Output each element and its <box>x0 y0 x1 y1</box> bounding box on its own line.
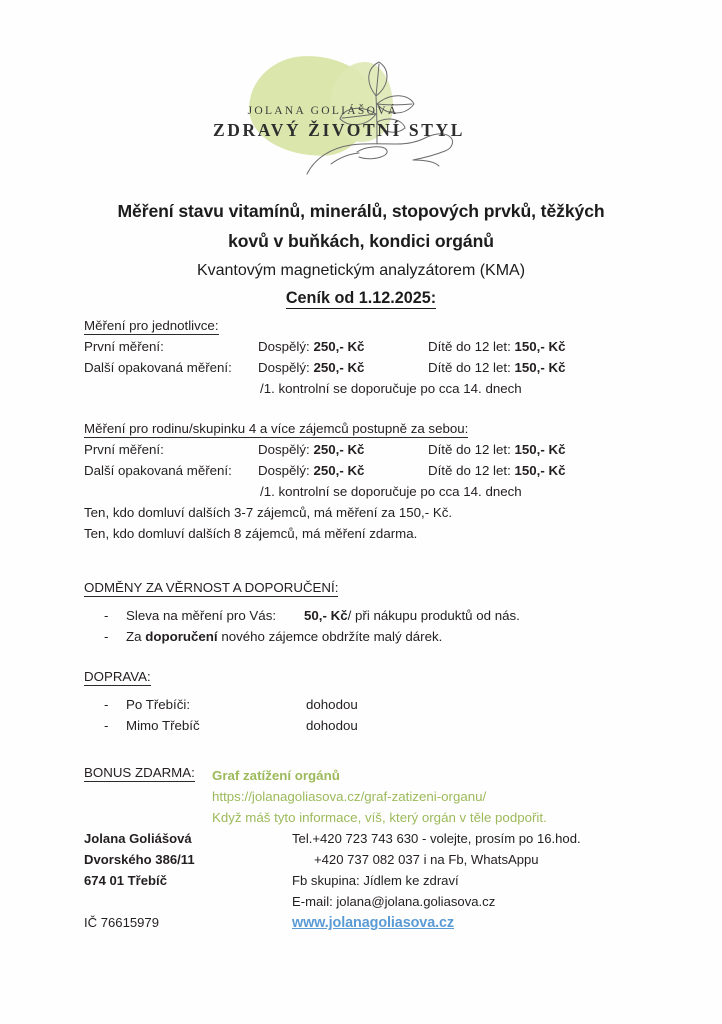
price-note: /1. kontrolní se doporučuje po cca 14. dnech <box>260 484 522 499</box>
bullet-dash-icon: - <box>104 718 109 733</box>
section-heading-individual: Měření pro jednotlivce: <box>84 318 219 333</box>
logo-name-text: JOLANA GOLIÁŠOVÁ <box>247 105 399 117</box>
reward-label: Za doporučení nového zájemce obdržíte malý dárek. <box>126 629 443 644</box>
price-adult: Dospělý: 250,- Kč <box>258 442 365 457</box>
bullet-dash-icon: - <box>104 629 109 644</box>
price-row <box>84 357 644 378</box>
page-subtitle: Kvantovým magnetickým analyzátorem (KMA) <box>196 262 526 279</box>
page-title-line1: Měření stavu vitamínů, minerálů, stopových prvků, těžkých <box>117 201 605 221</box>
contact-email: E-mail: jolana@jolana.goliasova.cz <box>292 894 496 909</box>
bonus-label: BONUS ZDARMA: <box>84 765 195 780</box>
contact-name: Jolana Goliášová <box>84 831 192 846</box>
list-item <box>84 605 644 626</box>
price-note-row <box>84 378 644 399</box>
contact-street: Dvorského 386/11 <box>84 852 195 867</box>
price-adult: Dospělý: 250,- Kč <box>258 463 365 478</box>
reward-label: Sleva na měření pro Vás: <box>126 608 277 623</box>
logo-tagline-text: ZDRAVÝ ŽIVOTNÍ STYL <box>213 120 465 140</box>
bonus-link-url[interactable]: https://jolanagoliasova.cz/graf-zatizeni-organu/ <box>212 789 487 804</box>
price-note: /1. kontrolní se doporučuje po cca 14. dnech <box>260 381 522 396</box>
contact-website-row <box>292 912 652 933</box>
reward-value: 50,- Kč/ při nákupu produktů od nás. <box>304 608 520 623</box>
document-content <box>84 318 644 828</box>
shipping-value: dohodou <box>306 697 358 712</box>
price-row-label: První měření: <box>84 442 164 457</box>
family-extra-line-2: Ten, kdo domluví dalších 8 zájemců, má měření zdarma. <box>84 526 418 541</box>
section-heading-shipping: DOPRAVA: <box>84 669 151 684</box>
price-child: Dítě do 12 let: 150,- Kč <box>428 442 566 457</box>
contact-phone-primary: Tel.+420 723 743 630 - volejte, prosím po 16.hod. <box>292 831 581 846</box>
price-row-label: První měření: <box>84 339 164 354</box>
bonus-section <box>84 765 644 828</box>
price-child: Dítě do 12 let: 150,- Kč <box>428 463 566 478</box>
contact-facebook-group: Fb skupina: Jídlem ke zdraví <box>292 873 459 888</box>
pricelist-heading: Ceník od 1.12.2025: <box>285 289 437 307</box>
bonus-line-title: Graf zatížení orgánů <box>212 768 340 783</box>
price-row-label: Další opakovaná měření: <box>84 360 232 375</box>
list-item <box>84 715 644 736</box>
shipping-label: Mimo Třebíč <box>126 718 200 733</box>
brand-logo <box>0 52 722 177</box>
contact-details-block <box>292 828 652 933</box>
document-title-block <box>0 196 722 308</box>
list-item <box>84 626 644 647</box>
family-extra-line-1: Ten, kdo domluví dalších 3-7 zájemců, má měření za 150,- Kč. <box>84 505 453 520</box>
contact-city: 674 01 Třebíč <box>84 873 167 888</box>
shipping-label: Po Třebíči: <box>126 697 191 712</box>
price-row <box>84 439 644 460</box>
bullet-dash-icon: - <box>104 697 109 712</box>
section-heading-rewards: ODMĚNY ZA VĚRNOST A DOPORUČENÍ: <box>84 580 339 595</box>
price-adult: Dospělý: 250,- Kč <box>258 360 365 375</box>
price-adult: Dospělý: 250,- Kč <box>258 339 365 354</box>
bonus-line-description: Když máš tyto informace, víš, který orgán v těle podpořit. <box>212 810 547 825</box>
contact-address-block <box>84 828 284 933</box>
price-note-row <box>84 481 644 502</box>
price-child: Dítě do 12 let: 150,- Kč <box>428 360 566 375</box>
list-item <box>84 694 644 715</box>
shipping-value: dohodou <box>306 718 358 733</box>
bonus-text-block <box>212 765 644 828</box>
price-row-label: Další opakovaná měření: <box>84 463 232 478</box>
section-heading-family: Měření pro rodinu/skupinku 4 a více zájemců postupně za sebou: <box>84 421 469 436</box>
price-row <box>84 460 644 481</box>
contact-website-link[interactable]: www.jolanagoliasova.cz <box>292 915 455 931</box>
contact-phone-secondary: +420 737 082 037 i na Fb, WhatsAppu <box>314 852 539 867</box>
page-title-line2: kovů v buňkách, kondici orgánů <box>228 231 494 251</box>
price-row <box>84 336 644 357</box>
bullet-dash-icon: - <box>104 608 109 623</box>
price-child: Dítě do 12 let: 150,- Kč <box>428 339 566 354</box>
contact-company-id: IČ 76615979 <box>84 915 159 930</box>
